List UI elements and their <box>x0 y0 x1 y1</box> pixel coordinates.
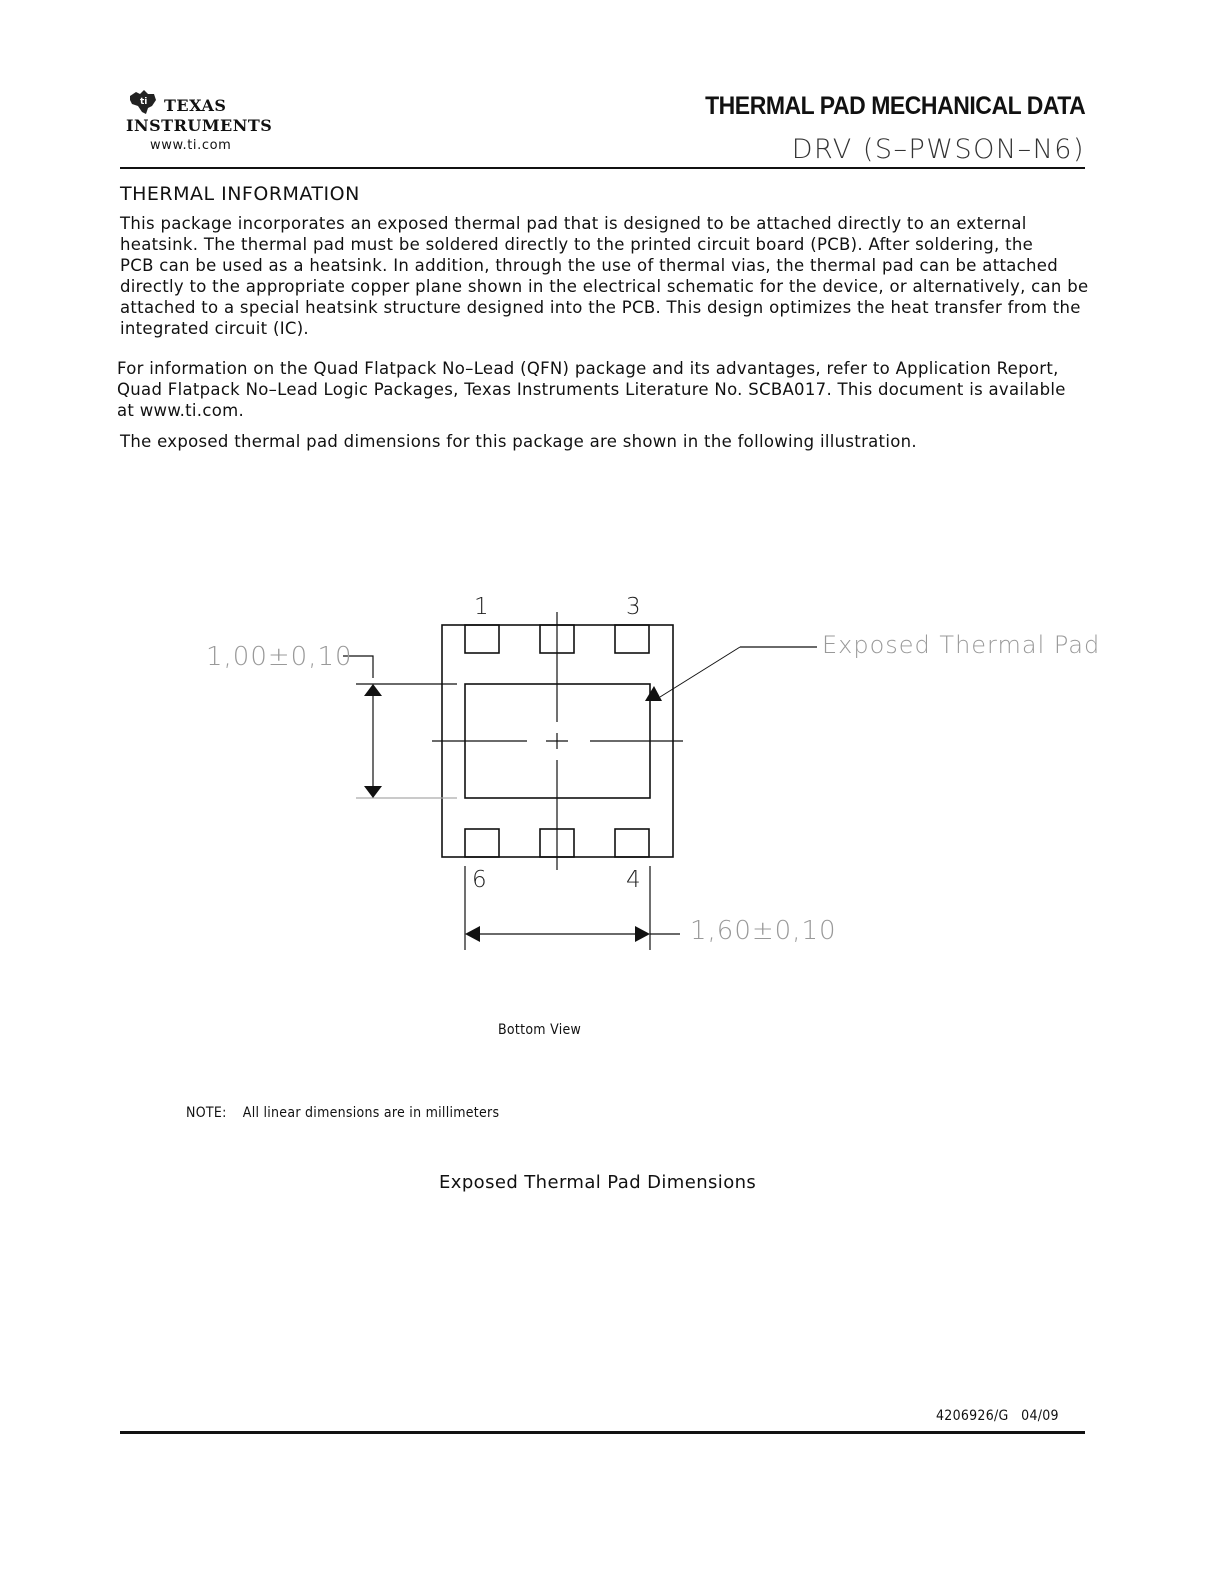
footer-rule <box>120 1431 1085 1434</box>
doc-date: 04/09 <box>1021 1408 1059 1424</box>
logo-url: www.ti.com <box>150 138 232 153</box>
paragraph-line: heatsink. The thermal pad must be soldered directly to the printed circuit board (PCB). After soldering, the <box>120 235 1034 254</box>
arrowhead <box>465 926 480 942</box>
note-label: NOTE: <box>186 1105 227 1121</box>
paragraph-line: For information on the Quad Flatpack No–Lead (QFN) package and its advantages, refer to Application Report, <box>117 359 1059 378</box>
paragraph-line: directly to the appropriate copper plane shown in the electrical schematic for the device, or alternatively, can be <box>120 277 1089 296</box>
logo-line1: TEXAS <box>164 96 227 115</box>
logo-line2: INSTRUMENTS <box>126 116 273 135</box>
view-label: Bottom View <box>498 1022 582 1038</box>
figure-caption: Exposed Thermal Pad Dimensions <box>439 1172 757 1193</box>
paragraph-line: at www.ti.com. <box>117 401 245 420</box>
pin-6-pad <box>465 829 499 857</box>
pin-4-pad <box>615 829 649 857</box>
pin-3-pad <box>615 625 649 653</box>
paragraph-line: The exposed thermal pad dimensions for this package are shown in the following illustration. <box>120 432 917 451</box>
pin-4-label: 4 <box>626 867 641 893</box>
paragraph-line: integrated circuit (IC). <box>120 319 309 338</box>
note-text: All linear dimensions are in millimeters <box>242 1105 500 1121</box>
arrowhead <box>645 686 662 701</box>
paragraph-line: PCB can be used as a heatsink. In addition, through the use of thermal vias, the thermal pad can be attached <box>120 256 1059 275</box>
paragraph-line: This package incorporates an exposed thermal pad that is designed to be attached directly to an external <box>120 214 1027 233</box>
pin-3-label: 3 <box>626 594 641 620</box>
footer-doc-info <box>936 1408 1059 1424</box>
dim-height-label: 1,00±0,10 <box>206 642 353 672</box>
pin-1-pad <box>465 625 499 653</box>
section-heading: THERMAL INFORMATION <box>120 183 360 205</box>
arrowhead <box>364 684 382 696</box>
svg-text:ti: ti <box>140 97 148 107</box>
note <box>186 1105 499 1121</box>
package-designator: DRV (S–PWSON–N6) <box>791 134 1085 165</box>
exposed-pad-label: Exposed Thermal Pad <box>822 631 1101 659</box>
doc-number: 4206926/G <box>936 1408 1009 1424</box>
pin-6-label: 6 <box>472 867 487 893</box>
pad-leader-line <box>660 647 740 697</box>
arrowhead <box>364 786 382 798</box>
pin-1-label: 1 <box>474 594 489 620</box>
dim-width-label: 1,60±0,10 <box>690 916 837 946</box>
paragraph-line: Quad Flatpack No–Lead Logic Packages, Texas Instruments Literature No. SCBA017. This document is available <box>117 380 1066 399</box>
paragraph-line: attached to a special heatsink structure designed into the PCB. This design optimizes the heat transfer from the <box>120 298 1081 317</box>
page-title: THERMAL PAD MECHANICAL DATA <box>704 92 1085 120</box>
arrowhead <box>635 926 650 942</box>
